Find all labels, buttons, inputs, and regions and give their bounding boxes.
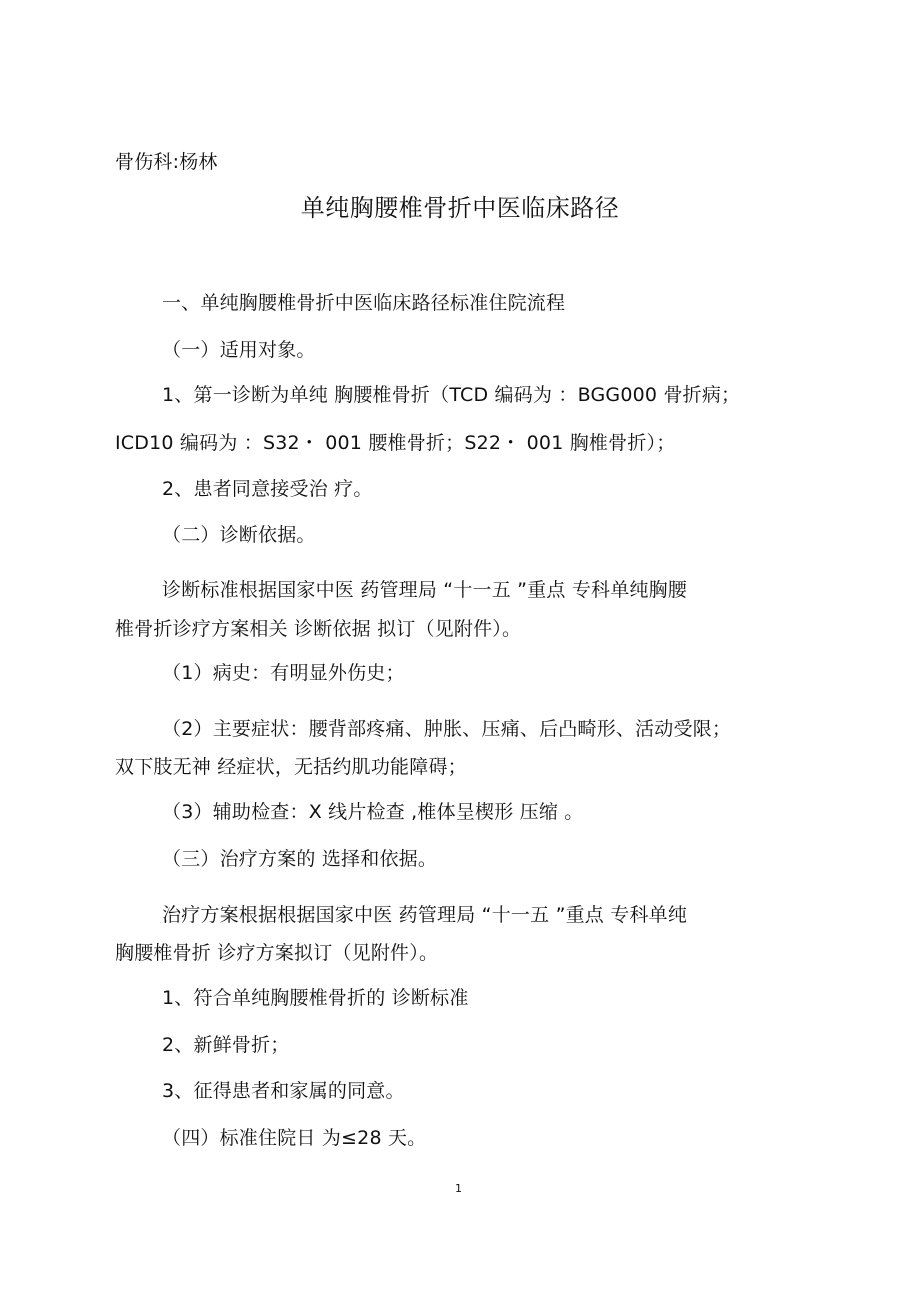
page-number: 1 xyxy=(455,1182,462,1195)
paragraph-line: 椎骨折诊疗方案相关 诊断依据 拟订（见附件）。 xyxy=(115,618,522,640)
paragraph-line: （2）主要症状：腰背部疼痛、肿胀、压痛、后凸畸形、活动受限； xyxy=(162,718,732,740)
paragraph-line: 诊断标准根据国家中医 药管理局 “十一五 ”重点 专科单纯胸腰 xyxy=(162,579,688,601)
paragraph-line: 治疗方案根据根据国家中医 药管理局 “十一五 ”重点 专科单纯 xyxy=(162,904,688,926)
paragraph-line: 双下肢无神 经症状，无括约肌功能障碍； xyxy=(115,756,467,778)
list-item: 1、符合单纯胸腰椎骨折的 诊断标准 xyxy=(162,987,469,1009)
section-heading-1: 一、单纯胸腰椎骨折中医临床路径标准住院流程 xyxy=(162,292,566,314)
paragraph-line: ICD10 编码为 ：S32・ 001 腰椎骨折；S22・ 001 胸椎骨折）； xyxy=(115,432,676,454)
paragraph-line: 胸腰椎骨折 诊疗方案拟订（见附件）。 xyxy=(115,942,439,964)
paragraph-line: （1）病史：有明显外伤史； xyxy=(162,662,405,684)
author-line: 骨伤科:杨林 xyxy=(115,151,218,173)
document-title: 单纯胸腰椎骨折中医临床路径 xyxy=(300,194,620,222)
subsection-heading-1: （一）适用对象。 xyxy=(162,339,316,361)
subsection-heading-2: （二）诊断依据。 xyxy=(162,524,316,546)
list-item: 2、新鲜骨折； xyxy=(162,1034,290,1056)
subsection-heading-4: （四）标准住院日 为≤28 天。 xyxy=(162,1127,427,1149)
paragraph-line: （3）辅助检查：X 线片检查 ,椎体呈楔形 压缩 。 xyxy=(162,801,584,823)
paragraph-line: 1、第一诊断为单纯 胸腰椎骨折（TCD 编码为 ：BGG000 骨折病； xyxy=(162,384,741,406)
paragraph-line: 2、患者同意接受治 疗。 xyxy=(162,478,373,500)
subsection-heading-3: （三）治疗方案的 选择和依据。 xyxy=(162,848,438,870)
list-item: 3、征得患者和家属的同意。 xyxy=(162,1080,405,1102)
